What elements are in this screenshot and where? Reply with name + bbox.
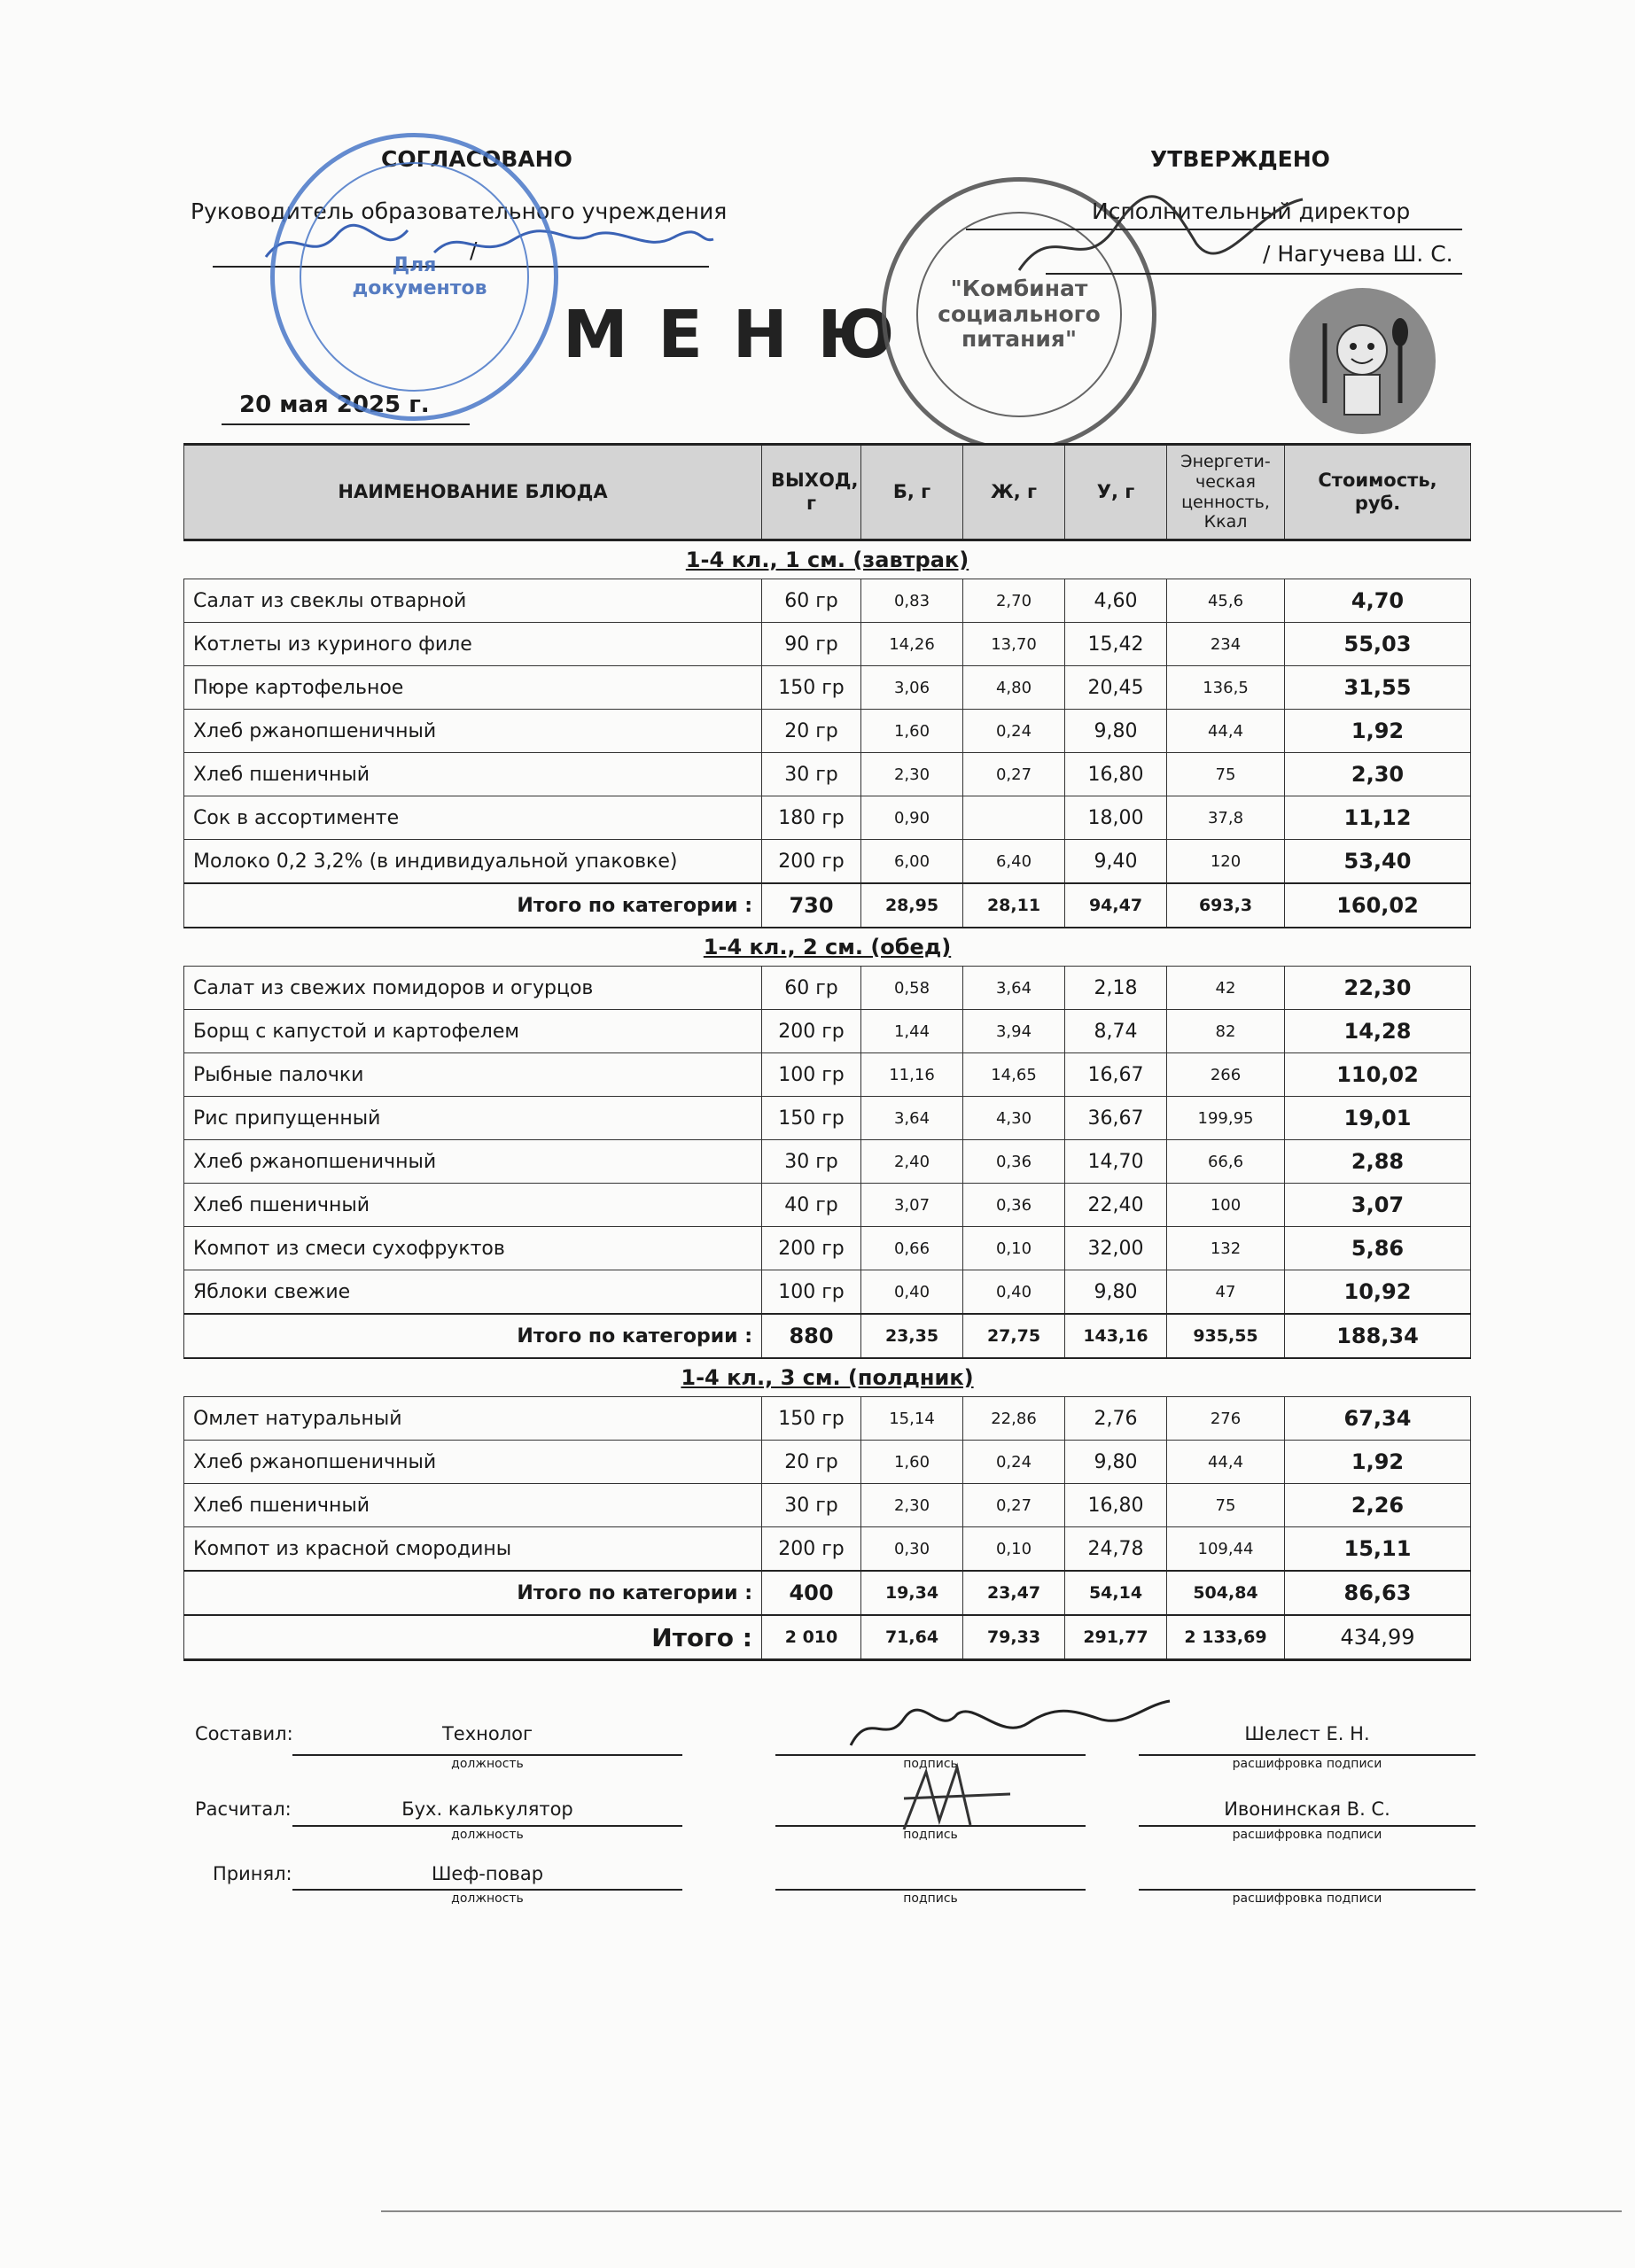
signature-role-compiled: Технолог: [441, 1723, 533, 1744]
dish-output: 150 гр: [762, 1097, 861, 1140]
signature-role-caption: должность: [451, 1757, 524, 1771]
organization-stamp-left: [270, 133, 558, 421]
dish-output: 30 гр: [762, 753, 861, 796]
table-row: [184, 1397, 1471, 1441]
dish-name: Рис припущенный: [184, 1097, 762, 1140]
signature-name-calculated: Ивонинская В. С.: [1224, 1798, 1390, 1820]
dish-energy: 75: [1167, 1484, 1285, 1527]
stamp-left-text: Для документов: [352, 254, 487, 299]
approved-handwritten-signature: [1001, 182, 1320, 288]
dish-output: 100 гр: [762, 1053, 861, 1097]
dish-protein: 1,44: [861, 1010, 963, 1053]
approved-position: Исполнительный директор: [1092, 198, 1411, 224]
dish-protein: 14,26: [861, 623, 963, 666]
dish-output: 200 гр: [762, 1527, 861, 1572]
total-energy: 935,55: [1167, 1314, 1285, 1358]
table-row: [184, 666, 1471, 710]
stamp-right-line2: социального: [938, 300, 1101, 327]
dish-carbs: 9,80: [1065, 1441, 1167, 1484]
total-output: 880: [762, 1314, 861, 1358]
dish-name: Молоко 0,2 3,2% (в индивидуальной упаковке): [184, 840, 762, 884]
bottom-divider: [381, 2210, 1622, 2212]
total-cost: 86,63: [1285, 1571, 1471, 1615]
dish-output: 100 гр: [762, 1270, 861, 1315]
dish-energy: 82: [1167, 1010, 1285, 1053]
column-header-energy: Энергети-ческая ценность, Ккал: [1167, 445, 1285, 540]
dish-fat: 13,70: [963, 623, 1065, 666]
dish-protein: 0,90: [861, 796, 963, 840]
dish-energy: 44,4: [1167, 1441, 1285, 1484]
grand-total-carbs: 291,77: [1065, 1615, 1167, 1660]
stamp-right-line1: "Комбинат: [950, 275, 1088, 301]
category-total-label: Итого по категории :: [184, 1314, 762, 1358]
table-row: [184, 1527, 1471, 1572]
signature-name-line: [1139, 1754, 1475, 1756]
total-protein: 28,95: [861, 883, 963, 928]
dish-output: 90 гр: [762, 623, 861, 666]
column-header-cost: Стоимость, руб.: [1285, 445, 1471, 540]
dish-name: Пюре картофельное: [184, 666, 762, 710]
signature-sign-caption: подпись: [903, 1757, 958, 1771]
dish-cost: 1,92: [1285, 710, 1471, 753]
dish-carbs: 22,40: [1065, 1184, 1167, 1227]
signature-sign-line: [775, 1889, 1086, 1891]
dish-name: Яблоки свежие: [184, 1270, 762, 1315]
dish-name: Салат из свеклы отварной: [184, 579, 762, 623]
dish-protein: 2,40: [861, 1140, 963, 1184]
section-title: 1-4 кл., 1 см. (завтрак): [184, 540, 1471, 579]
dish-fat: 0,36: [963, 1140, 1065, 1184]
dish-carbs: 9,80: [1065, 1270, 1167, 1315]
dish-cost: 67,34: [1285, 1397, 1471, 1441]
dish-output: 200 гр: [762, 1227, 861, 1270]
grand-total-fat: 79,33: [963, 1615, 1065, 1660]
category-total-row: [184, 1571, 1471, 1615]
signature-sign-caption: подпись: [903, 1891, 958, 1906]
dish-carbs: 2,18: [1065, 967, 1167, 1010]
dish-carbs: 8,74: [1065, 1010, 1167, 1053]
table-row: [184, 623, 1471, 666]
dish-fat: 0,36: [963, 1184, 1065, 1227]
signature-role-caption: должность: [451, 1828, 524, 1842]
dish-protein: 1,60: [861, 710, 963, 753]
column-header-fat: Ж, г: [963, 445, 1065, 540]
dish-protein: 2,30: [861, 1484, 963, 1527]
menu-table-body: [184, 540, 1471, 1660]
signature-role-calculated: Бух. калькулятор: [401, 1798, 573, 1820]
category-total-row: [184, 883, 1471, 928]
dish-cost: 2,30: [1285, 753, 1471, 796]
dish-fat: 0,27: [963, 1484, 1065, 1527]
dish-cost: 55,03: [1285, 623, 1471, 666]
agreed-position: Руководитель образовательного учреждения: [191, 198, 728, 224]
section-title: 1-4 кл., 3 см. (полдник): [184, 1358, 1471, 1397]
dish-name: Хлеб пшеничный: [184, 1484, 762, 1527]
dish-cost: 19,01: [1285, 1097, 1471, 1140]
dish-energy: 66,6: [1167, 1140, 1285, 1184]
dish-cost: 2,88: [1285, 1140, 1471, 1184]
dish-protein: 1,60: [861, 1441, 963, 1484]
signature-role-line: [292, 1889, 682, 1891]
table-row: [184, 1097, 1471, 1140]
dish-fat: [963, 796, 1065, 840]
approved-title: УТВЕРЖДЕНО: [1150, 146, 1330, 172]
dish-energy: 100: [1167, 1184, 1285, 1227]
dish-carbs: 32,00: [1065, 1227, 1167, 1270]
table-row: [184, 1184, 1471, 1227]
dish-output: 60 гр: [762, 967, 861, 1010]
total-carbs: 143,16: [1065, 1314, 1167, 1358]
dish-output: 60 гр: [762, 579, 861, 623]
signature-name-caption: расшифровка подписи: [1232, 1757, 1382, 1771]
column-header-carbs: У, г: [1065, 445, 1167, 540]
dish-protein: 0,40: [861, 1270, 963, 1315]
dish-carbs: 24,78: [1065, 1527, 1167, 1572]
dish-energy: 266: [1167, 1053, 1285, 1097]
dish-protein: 3,64: [861, 1097, 963, 1140]
dish-protein: 2,30: [861, 753, 963, 796]
total-carbs: 94,47: [1065, 883, 1167, 928]
column-header-dish: НАИМЕНОВАНИЕ БЛЮДА: [184, 445, 762, 540]
signature-role-line: [292, 1825, 682, 1827]
dish-name: Хлеб ржанопшеничный: [184, 1140, 762, 1184]
dish-fat: 0,24: [963, 1441, 1065, 1484]
dish-cost: 31,55: [1285, 666, 1471, 710]
dish-fat: 0,27: [963, 753, 1065, 796]
handwritten-signature-compiled: [842, 1692, 1179, 1763]
signature-label-compiled: Составил:: [195, 1723, 293, 1744]
signature-role-accepted: Шеф-повар: [431, 1863, 544, 1884]
dish-carbs: 9,40: [1065, 840, 1167, 884]
grand-total-energy: 2 133,69: [1167, 1615, 1285, 1660]
dish-name: Котлеты из куриного филе: [184, 623, 762, 666]
date-underline: [222, 423, 470, 425]
total-fat: 27,75: [963, 1314, 1065, 1358]
dish-energy: 120: [1167, 840, 1285, 884]
table-row: [184, 579, 1471, 623]
total-protein: 19,34: [861, 1571, 963, 1615]
grand-total-row: [184, 1615, 1471, 1660]
signature-role-caption: должность: [451, 1891, 524, 1906]
table-row: [184, 1441, 1471, 1484]
dish-name: Хлеб ржанопшеничный: [184, 710, 762, 753]
dish-name: Хлеб пшеничный: [184, 1184, 762, 1227]
grand-total-cost: 434,99: [1285, 1615, 1471, 1660]
dish-carbs: 18,00: [1065, 796, 1167, 840]
canteen-logo-icon: [1289, 288, 1436, 434]
dish-energy: 132: [1167, 1227, 1285, 1270]
agreed-title: СОГЛАСОВАНО: [381, 146, 572, 172]
dish-fat: 0,10: [963, 1527, 1065, 1572]
dish-protein: 0,66: [861, 1227, 963, 1270]
dish-protein: 3,07: [861, 1184, 963, 1227]
dish-energy: 136,5: [1167, 666, 1285, 710]
section-title: 1-4 кл., 2 см. (обед): [184, 928, 1471, 967]
dish-protein: 0,58: [861, 967, 963, 1010]
dish-fat: 4,30: [963, 1097, 1065, 1140]
total-energy: 693,3: [1167, 883, 1285, 928]
dish-protein: 3,06: [861, 666, 963, 710]
dish-fat: 6,40: [963, 840, 1065, 884]
dish-energy: 276: [1167, 1397, 1285, 1441]
category-total-label: Итого по категории :: [184, 883, 762, 928]
dish-fat: 0,24: [963, 710, 1065, 753]
dish-name: Хлеб ржанопшеничный: [184, 1441, 762, 1484]
total-protein: 23,35: [861, 1314, 963, 1358]
dish-output: 150 гр: [762, 666, 861, 710]
dish-carbs: 9,80: [1065, 710, 1167, 753]
column-header-protein: Б, г: [861, 445, 963, 540]
dish-energy: 37,8: [1167, 796, 1285, 840]
signature-label-accepted: Принял:: [213, 1863, 292, 1884]
table-row: [184, 1270, 1471, 1315]
dish-name: Компот из красной смородины: [184, 1527, 762, 1572]
dish-cost: 53,40: [1285, 840, 1471, 884]
signature-label-calculated: Расчитал:: [195, 1798, 292, 1820]
column-header-output: ВЫХОД, г: [762, 445, 861, 540]
table-row: [184, 710, 1471, 753]
dish-energy: 44,4: [1167, 710, 1285, 753]
signature-name-compiled: Шелест Е. Н.: [1244, 1723, 1370, 1744]
handwritten-signature-calculated: [886, 1759, 1028, 1838]
signature-sign-caption: подпись: [903, 1828, 958, 1842]
dish-energy: 109,44: [1167, 1527, 1285, 1572]
dish-carbs: 36,67: [1065, 1097, 1167, 1140]
dish-output: 20 гр: [762, 1441, 861, 1484]
dish-energy: 75: [1167, 753, 1285, 796]
dish-cost: 22,30: [1285, 967, 1471, 1010]
table-row: [184, 1053, 1471, 1097]
category-total-row: [184, 1314, 1471, 1358]
dish-name: Борщ с капустой и картофелем: [184, 1010, 762, 1053]
dish-name: Омлет натуральный: [184, 1397, 762, 1441]
dish-carbs: 20,45: [1065, 666, 1167, 710]
dish-fat: 0,10: [963, 1227, 1065, 1270]
dish-energy: 42: [1167, 967, 1285, 1010]
dish-carbs: 16,67: [1065, 1053, 1167, 1097]
agreed-slash: /: [470, 237, 478, 263]
dish-fat: 3,94: [963, 1010, 1065, 1053]
grand-total-protein: 71,64: [861, 1615, 963, 1660]
agreed-date: 20 мая 2025 г.: [239, 392, 430, 418]
dish-energy: 45,6: [1167, 579, 1285, 623]
dish-output: 200 гр: [762, 1010, 861, 1053]
dish-output: 200 гр: [762, 840, 861, 884]
section-header-row: [184, 540, 1471, 579]
dish-energy: 199,95: [1167, 1097, 1285, 1140]
dish-cost: 5,86: [1285, 1227, 1471, 1270]
category-total-label: Итого по категории :: [184, 1571, 762, 1615]
dish-output: 180 гр: [762, 796, 861, 840]
dish-cost: 15,11: [1285, 1527, 1471, 1572]
document-title: М Е Н Ю: [563, 297, 899, 373]
section-header-row: [184, 1358, 1471, 1397]
dish-output: 20 гр: [762, 710, 861, 753]
dish-fat: 22,86: [963, 1397, 1065, 1441]
table-row: [184, 967, 1471, 1010]
table-row: [184, 753, 1471, 796]
dish-cost: 3,07: [1285, 1184, 1471, 1227]
total-fat: 23,47: [963, 1571, 1065, 1615]
total-output: 730: [762, 883, 861, 928]
table-row: [184, 1484, 1471, 1527]
dish-cost: 4,70: [1285, 579, 1471, 623]
dish-cost: 10,92: [1285, 1270, 1471, 1315]
dish-carbs: 2,76: [1065, 1397, 1167, 1441]
table-row: [184, 1227, 1471, 1270]
signature-name-line: [1139, 1825, 1475, 1827]
total-cost: 160,02: [1285, 883, 1471, 928]
total-carbs: 54,14: [1065, 1571, 1167, 1615]
dish-name: Хлеб пшеничный: [184, 753, 762, 796]
dish-cost: 1,92: [1285, 1441, 1471, 1484]
dish-output: 150 гр: [762, 1397, 861, 1441]
dish-protein: 6,00: [861, 840, 963, 884]
table-row: [184, 840, 1471, 884]
dish-name: Сок в ассортименте: [184, 796, 762, 840]
dish-carbs: 16,80: [1065, 1484, 1167, 1527]
dish-protein: 0,30: [861, 1527, 963, 1572]
dish-protein: 0,83: [861, 579, 963, 623]
total-energy: 504,84: [1167, 1571, 1285, 1615]
dish-name: Салат из свежих помидоров и огурцов: [184, 967, 762, 1010]
dish-carbs: 15,42: [1065, 623, 1167, 666]
dish-fat: 0,40: [963, 1270, 1065, 1315]
signature-name-caption: расшифровка подписи: [1232, 1891, 1382, 1906]
signature-name-caption: расшифровка подписи: [1232, 1828, 1382, 1842]
total-output: 400: [762, 1571, 861, 1615]
dish-output: 30 гр: [762, 1484, 861, 1527]
menu-table: [183, 443, 1471, 1661]
dish-cost: 11,12: [1285, 796, 1471, 840]
dish-protein: 15,14: [861, 1397, 963, 1441]
dish-carbs: 14,70: [1065, 1140, 1167, 1184]
dish-fat: 4,80: [963, 666, 1065, 710]
grand-total-output: 2 010: [762, 1615, 861, 1660]
section-header-row: [184, 928, 1471, 967]
dish-energy: 47: [1167, 1270, 1285, 1315]
table-row: [184, 1010, 1471, 1053]
table-row: [184, 796, 1471, 840]
total-fat: 28,11: [963, 883, 1065, 928]
dish-name: Компот из смеси сухофруктов: [184, 1227, 762, 1270]
dish-carbs: 16,80: [1065, 753, 1167, 796]
signature-role-line: [292, 1754, 682, 1756]
dish-name: Рыбные палочки: [184, 1053, 762, 1097]
dish-cost: 14,28: [1285, 1010, 1471, 1053]
dish-fat: 2,70: [963, 579, 1065, 623]
dish-carbs: 4,60: [1065, 579, 1167, 623]
total-cost: 188,34: [1285, 1314, 1471, 1358]
approved-name: / Нагучева Ш. С.: [1263, 241, 1453, 267]
dish-cost: 2,26: [1285, 1484, 1471, 1527]
signature-name-line: [1139, 1889, 1475, 1891]
dish-output: 40 гр: [762, 1184, 861, 1227]
stamp-right-line3: питания": [961, 326, 1078, 353]
dish-cost: 110,02: [1285, 1053, 1471, 1097]
table-row: [184, 1140, 1471, 1184]
dish-energy: 234: [1167, 623, 1285, 666]
dish-protein: 11,16: [861, 1053, 963, 1097]
dish-output: 30 гр: [762, 1140, 861, 1184]
dish-fat: 3,64: [963, 967, 1065, 1010]
table-header-row: [184, 445, 1471, 540]
grand-total-label: Итого :: [184, 1615, 762, 1660]
dish-fat: 14,65: [963, 1053, 1065, 1097]
